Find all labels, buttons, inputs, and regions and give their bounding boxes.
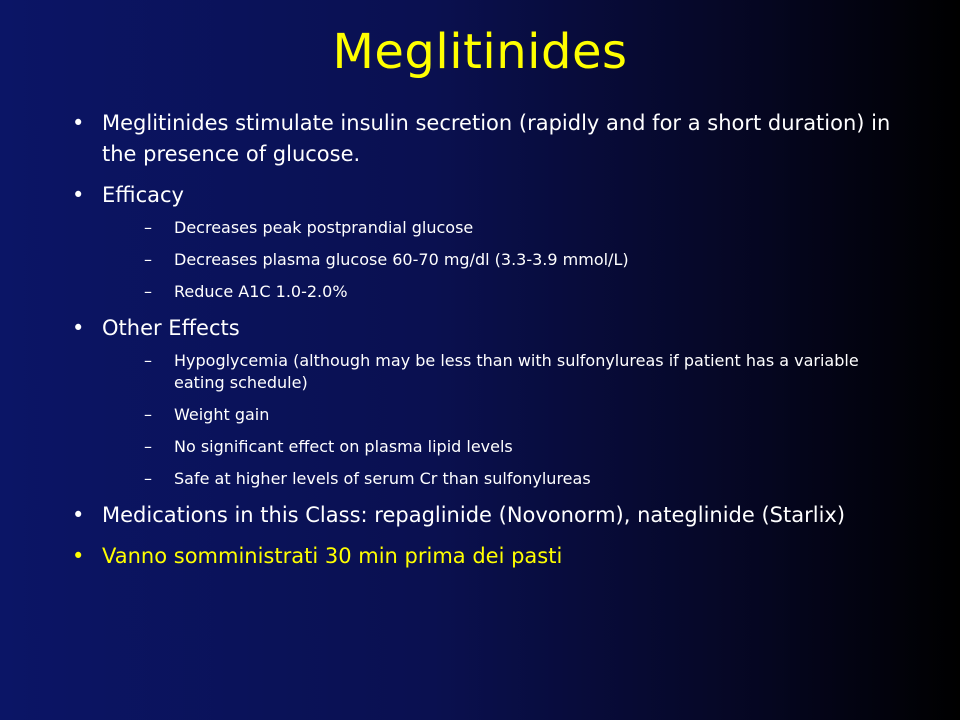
bullet-text: Meglitinides stimulate insulin secretion (rapidly and for a short duration) in the presence of glucose. [102,111,891,166]
sub-bullet [102,249,892,271]
dash-icon: – [144,282,152,301]
slide-title: Meglitinides [332,24,628,80]
bullet-dot-icon: • [72,503,85,527]
sub-list [102,350,892,490]
sub-bullet-text: Reduce A1C 1.0-2.0% [174,282,348,301]
sub-bullet-text: Safe at higher levels of serum Cr than sulfonylureas [174,469,591,488]
bullet-administration-note [72,541,892,572]
sub-bullet-text: No significant effect on plasma lipid levels [174,437,513,456]
dash-icon: – [144,437,152,456]
bullet-dot-icon: • [72,111,85,135]
sub-bullet-text: Decreases plasma glucose 60-70 mg/dl (3.3-3.9 mmol/L) [174,250,629,269]
dash-icon: – [144,469,152,488]
bullet-dot-icon: • [72,183,85,207]
bullet-medications [72,500,892,531]
bullet-other-effects [72,313,892,490]
sub-bullet-text: Decreases peak postprandial glucose [174,218,474,237]
bullet-text: Other Effects [102,316,240,340]
bullet-intro [72,108,892,170]
dash-icon: – [144,250,152,269]
sub-bullet-text: Hypoglycemia (although may be less than with sulfonylureas if patient has a variable eating schedule) [174,351,859,392]
bullet-dot-icon: • [72,316,85,340]
bullet-dot-icon: • [72,544,85,568]
slide-body [72,108,892,582]
dash-icon: – [144,405,152,424]
sub-list [102,217,892,303]
bullet-text: Efficacy [102,183,184,207]
bullet-text: Vanno somministrati 30 min prima dei pasti [102,544,563,568]
sub-bullet [102,404,892,426]
sub-bullet [102,436,892,458]
sub-bullet-text: Weight gain [174,405,270,424]
bullet-text: Medications in this Class: repaglinide (Novonorm), nateglinide (Starlix) [102,503,846,527]
sub-bullet [102,468,892,490]
sub-bullet [102,281,892,303]
bullet-efficacy [72,180,892,303]
dash-icon: – [144,218,152,237]
sub-bullet [102,217,892,239]
dash-icon: – [144,351,152,370]
sub-bullet [102,350,892,394]
